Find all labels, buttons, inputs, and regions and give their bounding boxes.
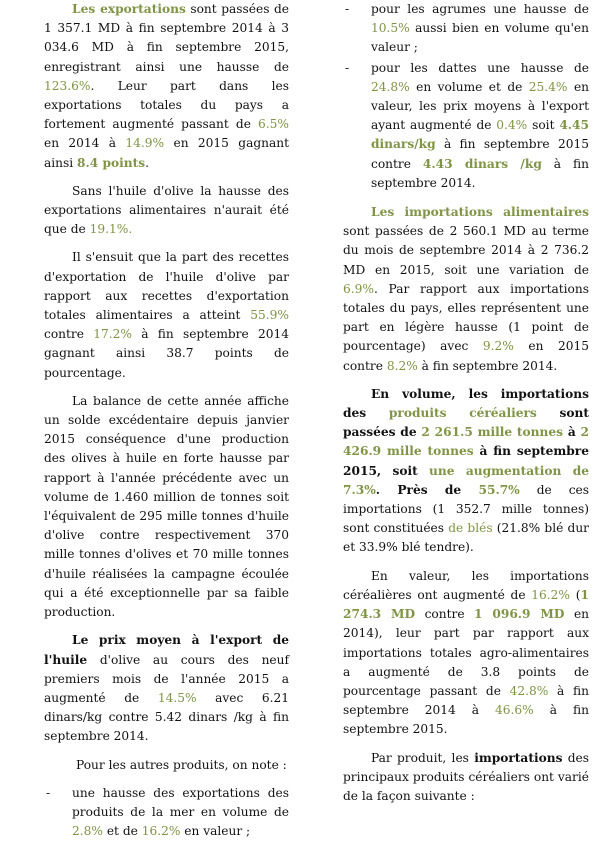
bold-lead: Le prix moyen à l'export de l'huile bbox=[44, 633, 289, 667]
text-span: à fin septembre 2015 contre bbox=[371, 137, 589, 171]
list-item-dattes bbox=[343, 59, 589, 193]
right-column bbox=[343, 0, 589, 815]
list-item-text bbox=[72, 784, 289, 842]
highlight-value: 0.4% bbox=[496, 118, 528, 133]
text-span: . bbox=[145, 155, 150, 170]
highlight-value: 14.5% bbox=[157, 690, 197, 705]
highlight-value: 24.8% bbox=[371, 79, 410, 94]
dash-bullet: - bbox=[345, 60, 350, 75]
text-span: à fin septembre 2015. bbox=[343, 703, 589, 737]
paragraph-valeur-cereales bbox=[343, 567, 589, 740]
text-span: La balance de cette année affiche un solde excédentaire depuis janvier 2015 conséquence d'une production des olives à huile en forte hausse par rapport à l'année précédente avec un volume de 1.460 million de tonnes soit l'équivalent de 295 mille tonnes d'huile d'olive contre respectivement 370 mille tonnes d'olives et 70 mille tonnes d'huile réalisées la campagne écoulée qui a été exceptionnelle par sa faible production. bbox=[44, 393, 289, 620]
paragraph-balance bbox=[44, 392, 289, 622]
highlight-value: 17.2% bbox=[93, 327, 132, 342]
text-span: à fin septembre 2014. bbox=[417, 358, 558, 373]
text-span: pour les dattes une hausse de bbox=[371, 60, 589, 75]
paragraph-par-produit bbox=[343, 749, 589, 807]
highlight-value: 10.5% bbox=[371, 21, 410, 36]
dash-bullet: - bbox=[345, 2, 350, 16]
text-span: En valeur, les importations céréalières ont augmenté de bbox=[343, 568, 589, 602]
text-span: en 2015 gagnant ainsi bbox=[44, 136, 289, 170]
text-span: à fin septembre 2014. bbox=[371, 156, 589, 190]
text-span: en volume et de bbox=[409, 79, 529, 94]
text-span: en 2014 à bbox=[44, 136, 126, 151]
text-span: sont passées de 1 357.1 MD à fin septembre 2014 à 3 034.6 MD à fin septembre 2015, enregistrant ainsi une hausse de bbox=[44, 2, 289, 74]
text-span: en valeur ; bbox=[180, 824, 251, 839]
text-span: en 2015 contre bbox=[343, 339, 589, 373]
highlight-value: 1 274.3 MD bbox=[343, 587, 589, 622]
text-span: Pour les autres produits, on note : bbox=[76, 757, 287, 772]
paragraph-volume-cereales bbox=[343, 385, 589, 558]
highlight-value: 2.8% bbox=[72, 824, 103, 839]
paragraph-part-recettes bbox=[44, 248, 289, 382]
text-span: à fin septembre 2014 gagnant ainsi 38.7 points de pourcentage. bbox=[44, 327, 289, 380]
highlight-value: produits céréaliers bbox=[388, 406, 537, 421]
bold-text: à bbox=[563, 425, 581, 440]
text-span: Sans l'huile d'olive la hausse des exportations alimentaires n'aurait été que de bbox=[44, 183, 289, 237]
list-item-text bbox=[371, 0, 589, 58]
highlight-value: 42.8% bbox=[509, 683, 549, 698]
highlight-value: 4.45 dinars/kg bbox=[371, 118, 589, 152]
bold-lead: En volume, les importations des bbox=[343, 386, 589, 421]
paragraph-prix-moyen bbox=[44, 631, 289, 746]
highlight-value: 16.2% bbox=[141, 824, 181, 839]
text-span: . Par rapport aux importations totales du pays, elles représentent une part en légère hausse (1 point de pourcentage) avec bbox=[343, 281, 589, 354]
highlight-value: une augmentation de 7.3% bbox=[343, 463, 589, 497]
left-column bbox=[44, 0, 289, 842]
text-span: ( bbox=[570, 587, 581, 602]
highlight-value: 6.9% bbox=[343, 281, 374, 296]
highlight-value: 1 096.9 MD bbox=[474, 607, 565, 622]
text-span: en valeur, les prix moyens à l'export ayant augmenté de bbox=[371, 79, 590, 133]
list-item-produits-mer bbox=[44, 784, 289, 842]
text-span: sont passées de 2 560.1 MD au terme du mois de septembre 2014 à 2 736.2 MD en 2015, soit une variation de bbox=[343, 224, 589, 277]
text-span: une hausse des exportations des produits de la mer en volume de bbox=[72, 785, 289, 819]
text-span: Il s'ensuit que la part des recettes d'exportation de l'huile d'olive par rapport aux recettes d'exportation totales alimentaires a atteint bbox=[44, 250, 289, 323]
text-span: de ces importations (1 352.7 mille tonnes) sont constituées bbox=[343, 482, 589, 536]
highlight-value: 16.2% bbox=[531, 587, 571, 602]
text-span: et de bbox=[102, 824, 142, 839]
highlight-value: 123.6% bbox=[44, 78, 91, 93]
text-span: . Leur part dans les exportations totales du pays a fortement augmenté passant de bbox=[44, 78, 289, 132]
text-span: des principaux produits céréaliers ont varié de la façon suivante : bbox=[343, 750, 589, 803]
bold-text: importations bbox=[474, 750, 563, 765]
list-item-text bbox=[371, 59, 589, 193]
text-span: soit bbox=[527, 118, 560, 133]
text-span: contre bbox=[415, 607, 475, 622]
bold-text: . Près de bbox=[375, 482, 479, 497]
highlight-value: 4.43 dinars /kg bbox=[422, 156, 542, 171]
text-span: avec 6.21 dinars/kg contre 5.42 dinars /kg à fin septembre 2014. bbox=[44, 690, 289, 744]
highlight-value: 25.4% bbox=[528, 79, 568, 94]
paragraph-autres-produits bbox=[44, 756, 289, 775]
text-span: à fin septembre 2014 à bbox=[343, 683, 589, 718]
highlight-value: 8.2% bbox=[386, 358, 418, 373]
paragraph-huile-olive bbox=[44, 182, 289, 240]
text-span: (21.8% blé dur et 33.9% blé tendre). bbox=[343, 521, 589, 555]
text-span: contre bbox=[44, 327, 94, 342]
text-span: pour les agrumes une hausse de bbox=[371, 2, 589, 16]
bold-text: sont passées de bbox=[343, 406, 589, 440]
highlight-value: 19.1%. bbox=[89, 222, 133, 237]
highlight-value: 2 261.5 mille tonnes bbox=[421, 425, 564, 440]
dash-bullet: - bbox=[46, 785, 51, 800]
text-span: d'olive au cours des neuf premiers mois de l'année 2015 a augmenté de bbox=[44, 652, 289, 705]
highlight-importations: Les importations alimentaires bbox=[371, 205, 589, 220]
text-span: Par produit, les bbox=[371, 750, 475, 765]
highlight-value: 6.5% bbox=[258, 117, 289, 132]
paragraph-exportations bbox=[44, 0, 289, 173]
text-span: en 2014), leur part par rapport aux importations totales agro-alimentaires a augmenté de 3.8 points de pourcentage passant de bbox=[343, 607, 590, 698]
bold-text: à fin septembre 2015, soit bbox=[343, 444, 589, 478]
highlight-value: 14.9% bbox=[125, 136, 165, 151]
list-item-agrumes bbox=[343, 0, 589, 58]
text-span: aussi bien en volume qu'en valeur ; bbox=[371, 21, 589, 55]
highlight-exportations: Les exportations bbox=[72, 2, 186, 16]
highlight-value: 55.9% bbox=[250, 308, 289, 323]
highlight-value: 55.7% bbox=[478, 482, 520, 497]
highlight-value: 9.2% bbox=[482, 339, 514, 354]
highlight-value: 46.6% bbox=[495, 703, 534, 718]
highlight-value: de blés bbox=[448, 521, 493, 536]
highlight-value: 8.4 points bbox=[77, 155, 146, 170]
highlight-value: 2 426.9 mille tonnes bbox=[343, 425, 589, 459]
paragraph-importations-alimentaires bbox=[343, 203, 589, 376]
